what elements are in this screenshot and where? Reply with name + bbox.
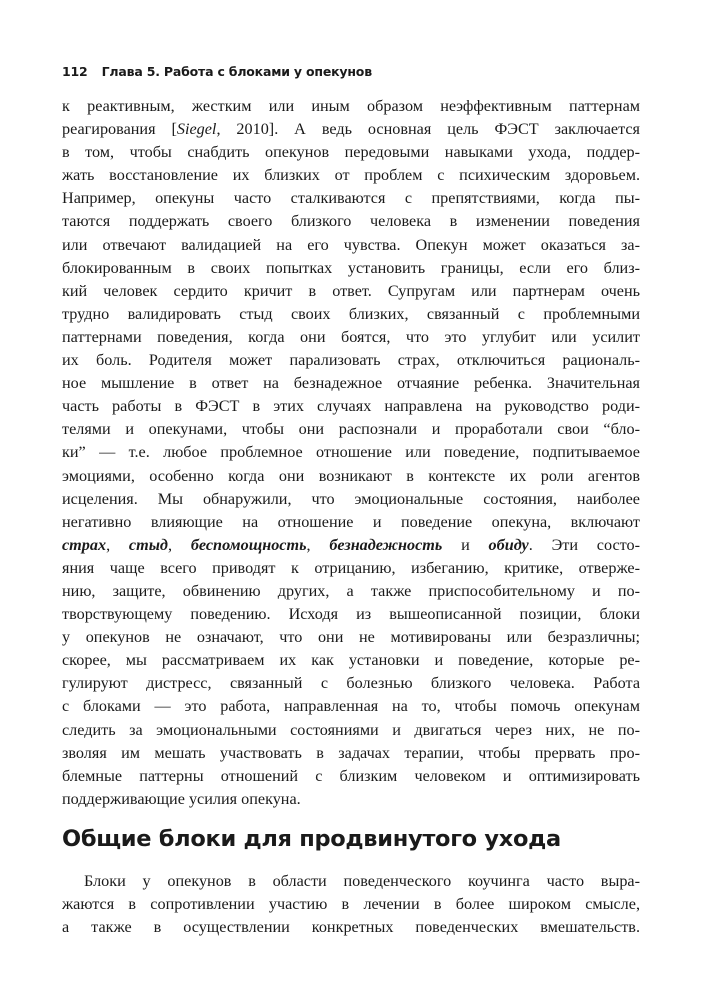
- text-line: кий человек сердито кричит в ответ. Супругам или партнерам очень: [62, 281, 640, 300]
- text-line: их боль. Родителя может парализовать страх, отключиться рациональ-: [62, 351, 640, 370]
- text-line: нию, защите, обвинению других, а также приспособительному и по-: [62, 581, 640, 600]
- paragraph: [62, 870, 640, 939]
- text-line: исцеления. Мы обнаружили, что эмоциональные состояния, наиболее: [62, 489, 640, 508]
- text-line: блокированным в своих попытках установить границы, если его близ-: [62, 258, 640, 277]
- text-line: а также в осуществлении конкретных поведенческих вмешательств.: [62, 918, 640, 937]
- text-line: скорее, мы рассматриваем их как установки и поведение, которые ре-: [62, 651, 640, 670]
- text-line: к реактивным, жестким или иным образом неэффективным паттернам: [62, 97, 640, 115]
- text-line: Например, опекуны часто сталкиваются с препятствиями, когда пы-: [62, 189, 640, 208]
- text-line: или отвечают валидацией на его чувства. Опекун может оказаться за-: [62, 235, 640, 254]
- chapter-title: Глава 5. Работа с блоками у опекунов: [101, 64, 372, 79]
- paragraph: [62, 95, 640, 811]
- text-line: негативно влияющие на отношение и поведение опекуна, включают: [62, 512, 640, 531]
- section-heading: Общие блоки для продвинутого ухода: [62, 826, 561, 852]
- text-line: гулируют дистресс, связанный с болезнью близкого человека. Работа: [62, 674, 640, 693]
- text-line: жать восстановление их близких от проблем с психическим здоровьем.: [62, 166, 640, 185]
- emphasis-word: страх: [62, 535, 107, 554]
- text-line: таются поддержать своего близкого человека в изменении поведения: [62, 212, 640, 231]
- text-line: жаются в сопротивлении участию в лечении в более широком смысле,: [62, 895, 640, 914]
- text-line: ки” — т.е. любое проблемное отношение или поведение, подпитываемое: [62, 443, 640, 462]
- text-line: часть работы в ФЭСТ в этих случаях направлена на руководство роди-: [62, 397, 640, 416]
- text-line: эмоциями, особенно когда они возникают в контексте их роли агентов: [62, 466, 640, 485]
- text-line: трудно валидировать стыд своих близких, связанный с проблемными: [62, 304, 640, 323]
- text-line: яния чаще всего приводят к отрицанию, избеганию, критике, отверже-: [62, 558, 640, 577]
- text-line: зволяя им мешать участвовать в задачах терапии, чтобы прервать про-: [62, 743, 640, 762]
- text-line: Блоки у опекунов в области поведенческого коучинга часто выра-: [84, 872, 640, 890]
- emphasis-word: стыд: [128, 535, 168, 554]
- text-line: в том, чтобы снабдить опекунов передовыми навыками ухода, поддер-: [62, 143, 640, 162]
- body-text: [62, 95, 640, 811]
- text-line: творствующему поведению. Исходя из вышеописанной позиции, блоки: [62, 605, 640, 624]
- text-line-emphasis: страх, стыд, беспомощность, безнадежность и обиду. Эти состо-: [62, 535, 641, 554]
- text-line: у опекунов не означают, что они не мотивированы или безразличны;: [62, 628, 640, 647]
- text-line: паттернами поведения, когда они боятся, что это углубит или усилит: [62, 327, 640, 346]
- text-line: поддерживающие усилия опекуна.: [62, 789, 301, 808]
- text-line: реагирования [Siegel, 2010]. А ведь основная цель ФЭСТ заключается: [62, 120, 640, 139]
- text-line: телями и опекунами, чтобы они распознали и проработали свои “бло-: [62, 420, 640, 439]
- emphasis-word: беспомощность: [190, 535, 307, 554]
- running-head: [62, 64, 372, 79]
- section-body-text: [62, 870, 640, 939]
- text-line: с блоками — это работа, направленная на то, чтобы помочь опекунам: [62, 697, 640, 716]
- page-number: 112: [62, 64, 88, 79]
- emphasis-word: безнадежность: [329, 535, 443, 554]
- emphasis-word: обиду: [488, 535, 529, 554]
- citation-author: Siegel: [176, 120, 217, 139]
- text-line: следить за эмоциональными состояниями и двигаться через них, не по-: [62, 720, 640, 739]
- text-line: ное мышление в ответ на безнадежное отчаяние ребенка. Значительная: [62, 374, 640, 393]
- text-line: блемные паттерны отношений с близким человеком и оптимизировать: [62, 766, 640, 785]
